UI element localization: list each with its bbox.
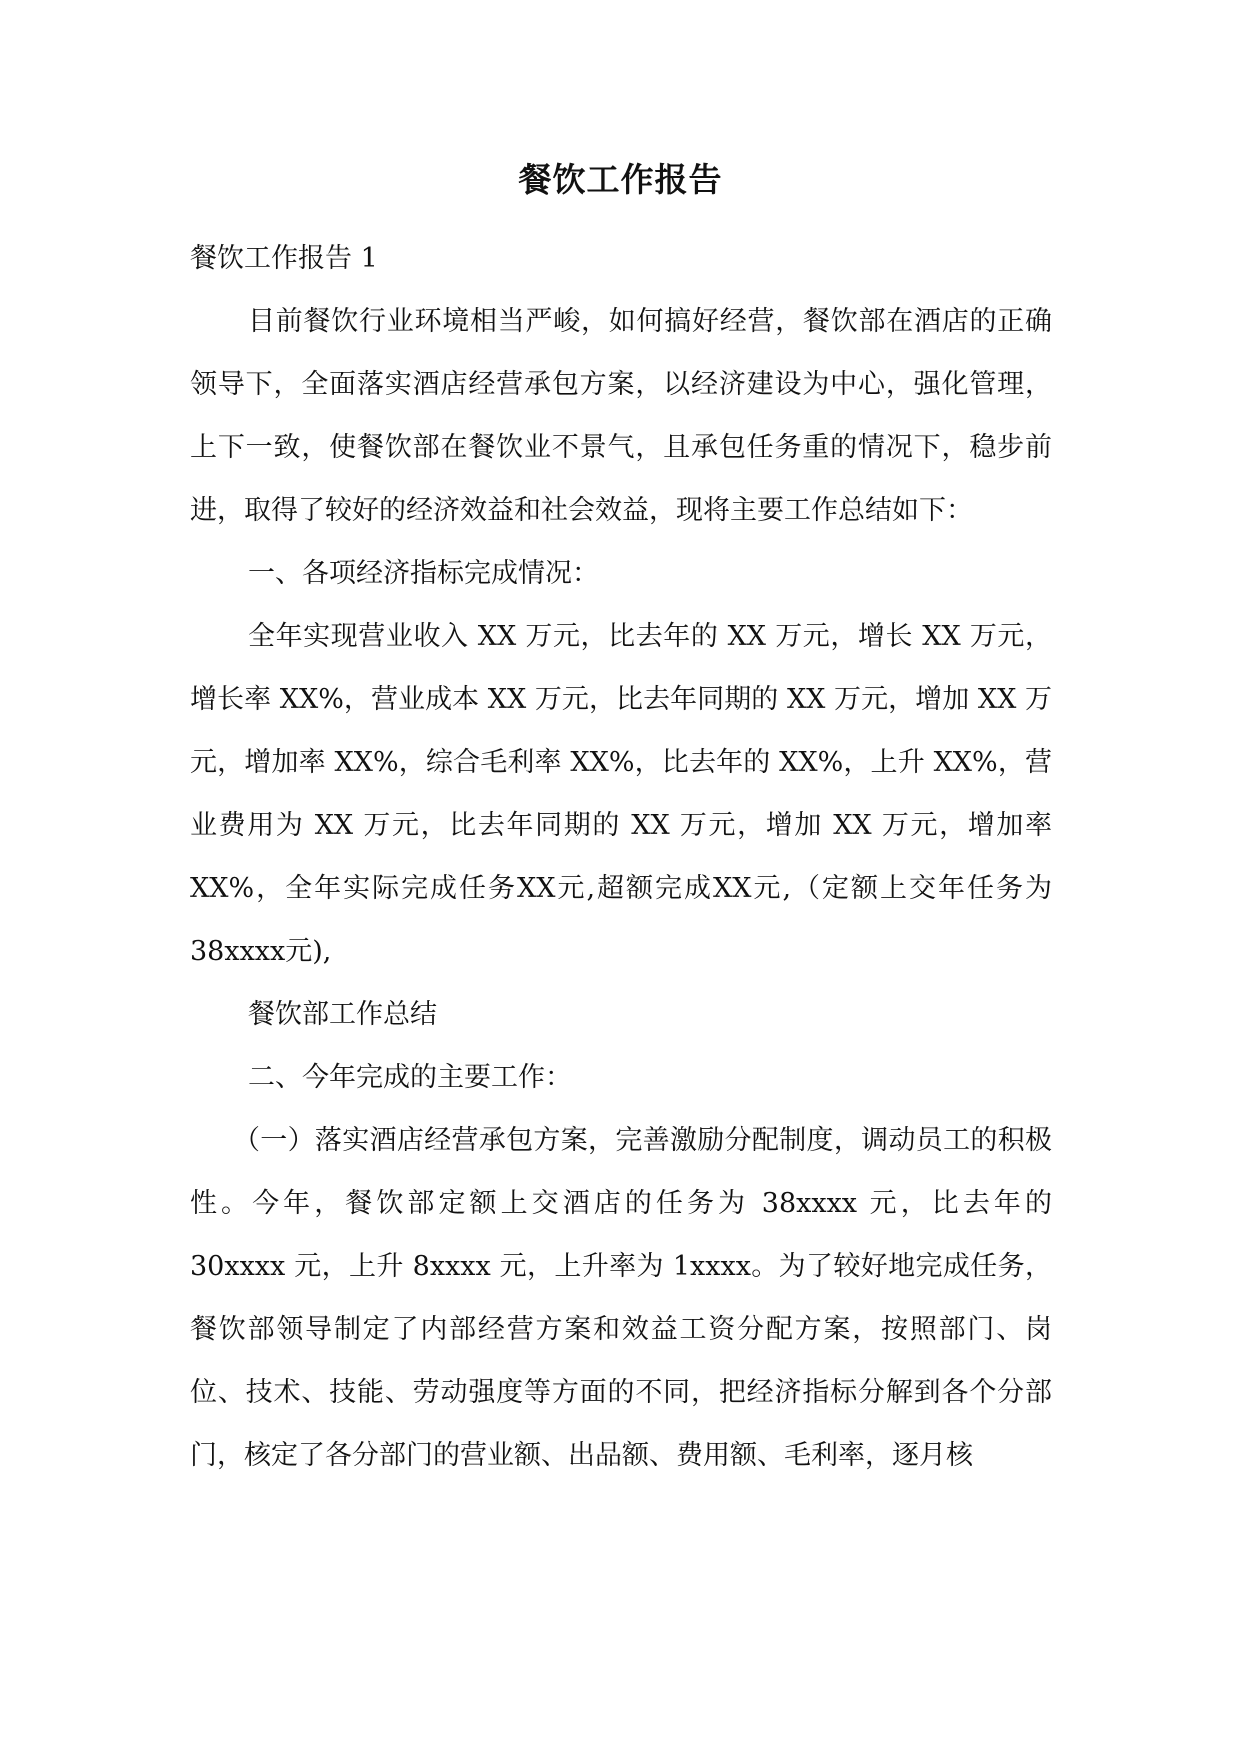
economic-indicators-paragraph: 全年实现营业收入 XX 万元，比去年的 XX 万元，增长 XX 万元，增长率 XX%，营业成本 XX 万元，比去年同期的 XX 万元，增加 XX 万元，增加率 XX%，综合毛利率 XX%，比去年的 XX%，上升 XX%，营业费用为 XX 万元，比去年同期的 XX 万元，增加 XX 万元，增加率 XX%，全年实际完成任务XX元,超额完成XX元,（定额上交年任务为38xxxx元), [190, 621, 1052, 967]
section-one-heading: 一、各项经济指标完成情况： [248, 558, 599, 589]
section-two-heading: 二、今年完成的主要工作： [248, 1062, 572, 1093]
document-body [190, 227, 1052, 1487]
main-work-paragraph: （一）落实酒店经营承包方案，完善激励分配制度，调动员工的积极性。今年，餐饮部定额上交酒店的任务为 38xxxx 元，比去年的 30xxxx 元，上升 8xxxx 元，上升率为 1xxxx。为了较好地完成任务，餐饮部领导制定了内部经营方案和效益工资分配方案，按照部门、岗位、技术、技能、劳动强度等方面的不同，把经济指标分解到各个分部门，核定了各分部门的营业额、出品额、费用额、毛利率，逐月核 [190, 1125, 1052, 1471]
intro-paragraph: 目前餐饮行业环境相当严峻，如何搞好经营，餐饮部在酒店的正确领导下，全面落实酒店经营承包方案，以经济建设为中心，强化管理，上下一致，使餐饮部在餐饮业不景气，且承包任务重的情况下，稳步前进，取得了较好的经济效益和社会效益，现将主要工作总结如下： [190, 306, 1052, 526]
section-heading: 餐饮工作报告 1 [190, 243, 378, 274]
document-title: 餐饮工作报告 [518, 160, 723, 199]
summary-label: 餐饮部工作总结 [248, 999, 437, 1030]
